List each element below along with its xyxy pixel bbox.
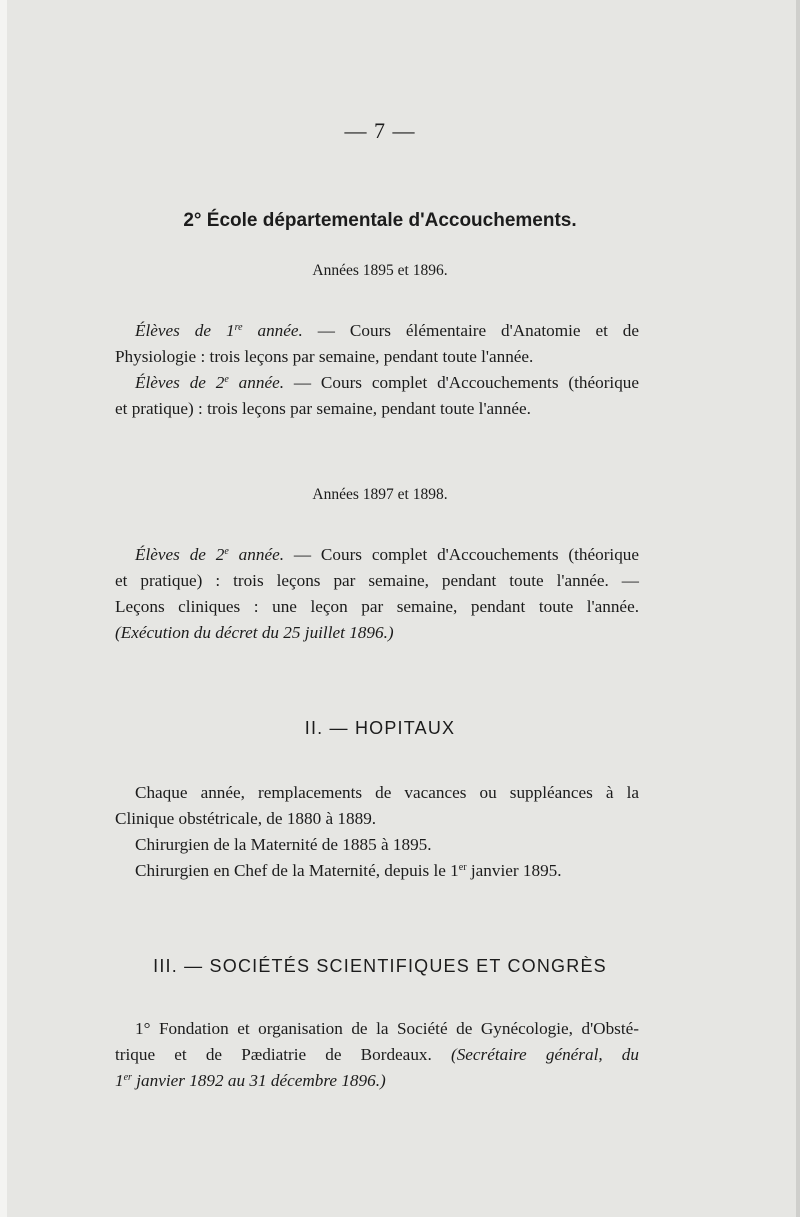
- paragraph-line: [115, 318, 639, 344]
- paragraph-line: et pratique) : trois leçons par semaine, pendant toute l'année.: [115, 399, 531, 418]
- first-year-text-a: — Cours élémentaire d'Anatomie et de: [317, 321, 640, 340]
- paragraph-line: Leçons cliniques : une leçon par semaine, pendant toute l'année.: [115, 597, 639, 616]
- school-section-heading: 2° École départementale d'Accouchements.: [183, 210, 577, 231]
- paragraph-line: Physiologie : trois leçons par semaine, pendant toute l'année.: [115, 347, 534, 366]
- paragraph-line: trique et de Pædiatrie de Bordeaux. (Secrétaire général, du: [115, 1045, 639, 1064]
- years-heading-1897: Années 1897 et 1898.: [312, 486, 448, 503]
- block2-text-a: — Cours complet d'Accouchements (théorique: [293, 545, 640, 564]
- paragraph-line: Chaque année, remplacements de vacances ou suppléances à la: [135, 783, 639, 802]
- paragraph-line: [115, 370, 639, 396]
- paragraph-line: Clinique obstétricale, de 1880 à 1889.: [115, 809, 377, 828]
- second-year-label: Élèves de 2e année.: [135, 373, 285, 392]
- paragraph-line: 1er janvier 1892 au 31 décembre 1896.): [115, 1071, 386, 1090]
- paragraph-line: et pratique) : trois leçons par semaine, pendant toute l'année. —: [115, 571, 639, 590]
- paragraph-second-year-1897: [115, 542, 639, 646]
- hospitals-paragraph: [115, 780, 639, 884]
- scan-edge-left: [0, 0, 7, 1217]
- years-heading-1895: Années 1895 et 1896.: [312, 262, 448, 279]
- societies-heading: III. — SOCIÉTÉS SCIENTIFIQUES ET CONGRÈS: [153, 956, 607, 976]
- second-year-text-a: — Cours complet d'Accouchements (théorique: [293, 373, 640, 392]
- paragraph-line: 1° Fondation et organisation de la Société de Gynécologie, d'Obsté-: [135, 1019, 639, 1038]
- page-number: — 7 —: [344, 118, 416, 143]
- decree-note: (Exécution du décret du 25 juillet 1896.): [115, 623, 394, 642]
- societies-paragraph: [115, 1016, 639, 1094]
- scan-edge-right: [796, 0, 800, 1217]
- hospitals-heading: II. — HOPITAUX: [304, 718, 456, 738]
- paragraph-line: [115, 620, 639, 646]
- paragraph-first-year: [115, 318, 639, 422]
- paragraph-line: [115, 542, 639, 568]
- second-year-label-1897: Élèves de 2e année.: [135, 545, 285, 564]
- paragraph-line: Chirurgien de la Maternité de 1885 à 1895.: [135, 835, 432, 854]
- first-year-label: Élèves de 1re année.: [135, 321, 303, 340]
- paragraph-line: Chirurgien en Chef de la Maternité, depuis le 1er janvier 1895.: [135, 861, 562, 880]
